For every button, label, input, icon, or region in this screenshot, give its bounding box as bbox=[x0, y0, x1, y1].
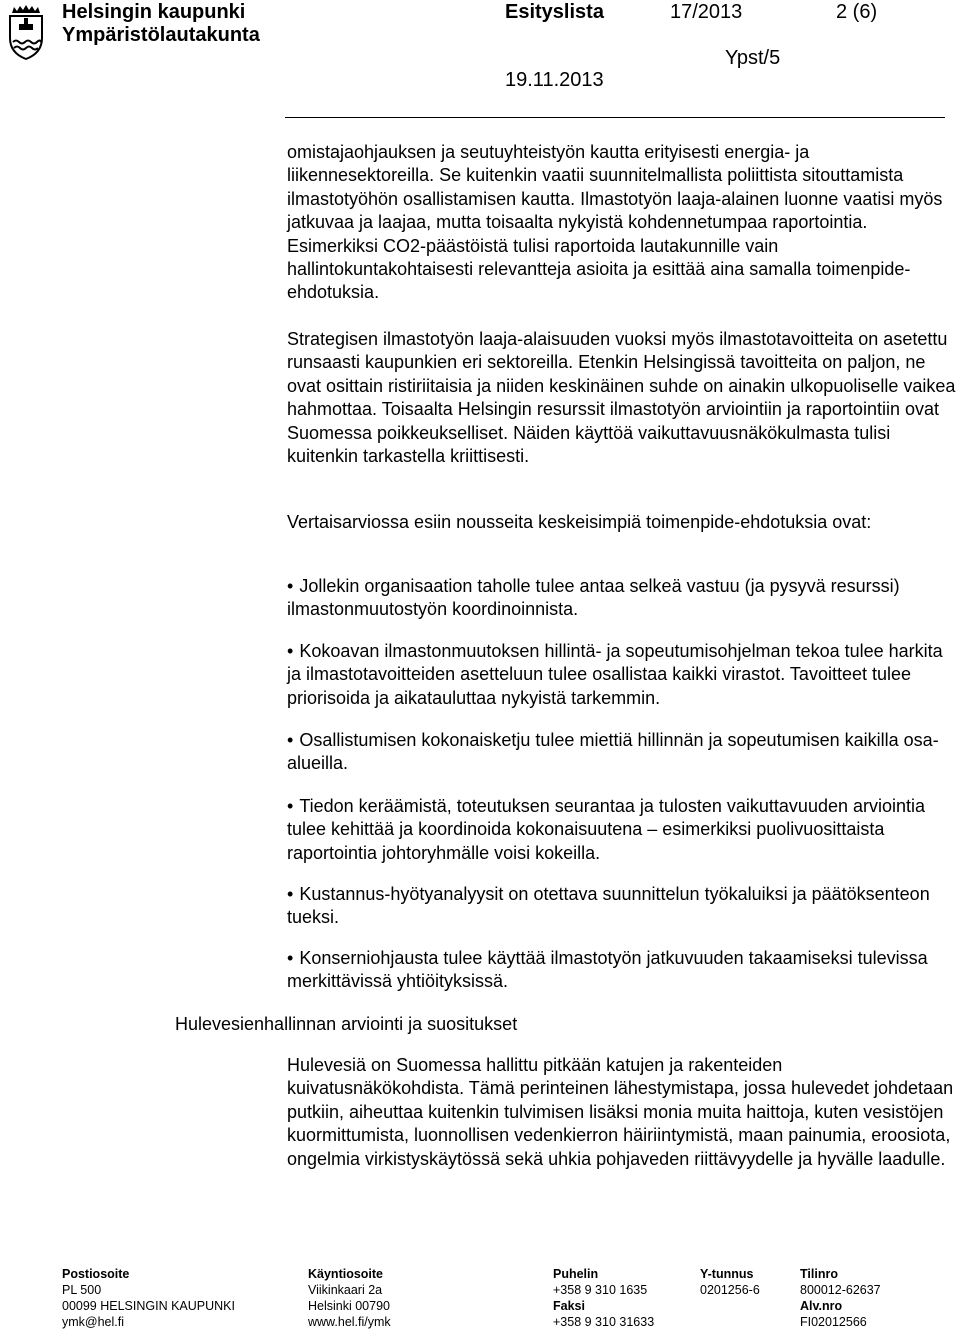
footer-vat-label: Alv.nro bbox=[800, 1299, 843, 1313]
header-item: Ypst/5 bbox=[725, 47, 781, 69]
bullet-icon: • bbox=[287, 730, 294, 750]
footer-fax-number: +358 9 310 31633 bbox=[553, 1315, 655, 1329]
section-heading: Hulevesienhallinnan arviointi ja suositukset bbox=[175, 1014, 518, 1034]
footer-visiting-label: Käyntiosoite bbox=[308, 1267, 384, 1281]
bullet-item bbox=[287, 640, 957, 710]
footer-email[interactable]: ymk@hel.fi bbox=[62, 1315, 125, 1329]
bullet-item bbox=[287, 795, 957, 865]
footer-postal-line: 00099 HELSINGIN KAUPUNKI bbox=[62, 1299, 235, 1313]
bullet-icon: • bbox=[287, 948, 294, 968]
footer-account-label: Tilinro bbox=[800, 1267, 838, 1281]
bullet-icon: • bbox=[287, 576, 294, 596]
header-date: 19.11.2013 bbox=[505, 69, 604, 91]
footer-website-link[interactable]: www.hel.fi/ymk bbox=[308, 1315, 391, 1329]
footer-postal-line: PL 500 bbox=[62, 1283, 102, 1297]
header-doc-type: Esityslista bbox=[505, 1, 604, 23]
paragraph-2-text: Strategisen ilmastotyön laaja-alaisuuden vuoksi myös ilmastotavoitteita on asetettu runsaasti kaupunkien eri sektoreilla. Etenkin Helsingissä tavoitteita on paljon, ne ovat osittain ristiriitaisia ja niiden keskinäinen suhde on ainakin ulkopuoliselle vaikea hahmottaa. Toisaalta Helsingin resurssit ilmastotyön arviointiin ja raportointiin ovat Suomessa poikkeukselliset. Näiden käyttöä vaikuttavuusnäkökulmasta tulisi kuitenkin tarkastella kriittisesti. bbox=[287, 329, 956, 467]
header-dept: Ympäristölautakunta bbox=[62, 24, 260, 46]
footer-phone-number: +358 9 310 1635 bbox=[553, 1283, 648, 1297]
bullet-text: Jollekin organisaation taholle tulee antaa selkeä vastuu (ja pysyvä resurssi) ilmastonmuutostyön koordinoinnista. bbox=[287, 576, 900, 620]
bullet-text: Osallistumisen kokonaisketju tulee miettiä hillinnän ja sopeutumisen kaikilla osa-alueilla. bbox=[287, 730, 939, 774]
footer-postal-address bbox=[62, 1266, 235, 1330]
helsinki-crest-logo bbox=[4, 2, 48, 60]
footer-phone bbox=[553, 1266, 654, 1330]
bullet-text: Tiedon keräämistä, toteutuksen seurantaa ja tulosten vaikuttavuuden arviointia tulee kehittää ja koordinoida kokonaisuutena – esimerkiksi puolivuosittaista raportointia johtoryhmälle voisi kokeilla. bbox=[287, 796, 926, 863]
footer-postal-label: Postiosoite bbox=[62, 1267, 130, 1281]
header-org: Helsingin kaupunki bbox=[62, 1, 246, 23]
footer-account bbox=[800, 1266, 881, 1330]
header-divider bbox=[285, 117, 945, 118]
footer-account-number: 800012-62637 bbox=[800, 1283, 881, 1297]
bullet-item bbox=[287, 575, 957, 622]
paragraph-4 bbox=[287, 1054, 957, 1171]
bullet-item bbox=[287, 947, 957, 994]
bullet-icon: • bbox=[287, 796, 294, 816]
paragraph-4-text: Hulevesiä on Suomessa hallittu pitkään katujen ja rakenteiden kuivatusnäkökohdista. Tämä perinteinen lähestymistapa, jossa hulevedet johdetaan putkiin, aiheuttaa kuitenkin tulvimisen lisäksi monia muita haittoja, kuten vesistöjen kuormittumista, luonnollisen vedenkierron häiriintymistä, maan painumia, eroosiota, ongelmia virkistyskäytössä sekä uhkia pohjaveden riittävyydelle ja hyvälle laadulle. bbox=[287, 1055, 954, 1169]
footer-visiting-line: Viikinkaari 2a bbox=[308, 1283, 383, 1297]
bullet-icon: • bbox=[287, 641, 294, 661]
paragraph-1 bbox=[287, 141, 957, 305]
bullet-text: Konserniohjausta tulee käyttää ilmastotyön jatkuvuuden takaamiseksi tulevissa merkittävissä yhtiöityksissä. bbox=[287, 948, 928, 992]
footer-visiting-address bbox=[308, 1266, 391, 1330]
bullet-item bbox=[287, 883, 957, 930]
paragraph-2 bbox=[287, 328, 957, 468]
footer-business-id-value: 0201256-6 bbox=[700, 1283, 760, 1297]
footer-vat-number: FI02012566 bbox=[800, 1315, 867, 1329]
paragraph-3 bbox=[287, 511, 957, 534]
footer-visiting-line: Helsinki 00790 bbox=[308, 1299, 390, 1313]
footer-business-id-label: Y-tunnus bbox=[700, 1267, 754, 1281]
bullet-text: Kokoavan ilmastonmuutoksen hillintä- ja sopeutumisohjelman tekoa tulee harkita ja ilmastotavoitteiden asetteluun tulee osallistaa kaikki virastot. Tavoitteet tulee priorisoida ja aikatauluttaa nykyistä tarkemmin. bbox=[287, 641, 943, 708]
footer-fax-label: Faksi bbox=[553, 1299, 585, 1313]
bullet-item bbox=[287, 729, 957, 776]
footer-business-id bbox=[700, 1266, 760, 1298]
header-page-number: 2 (6) bbox=[836, 1, 878, 23]
bullet-icon: • bbox=[287, 884, 294, 904]
paragraph-1-text: omistajaohjauksen ja seutuyhteistyön kautta erityisesti energia- ja liikennesektoreilla. Se kuitenkin vaatii suunnitelmallista poliittista sitouttamista ilmastotyöhön osallistamisen kautta. Ilmastotyön laaja-alainen luonne vaatisi myös jatkuvaa ja laajaa, mutta toisaalta nykyistä kohdennetumpaa raportointia. Esimerkiksi CO2-päästöistä tulisi raportoida lautakunnille vain hallintokuntakohtaisesti relevantteja asioita ja esittää aina samalla toimenpide-ehdotuksia. bbox=[287, 142, 943, 303]
header-doc-number: 17/2013 bbox=[670, 1, 743, 23]
footer-phone-label: Puhelin bbox=[553, 1267, 599, 1281]
paragraph-3-text: Vertaisarviossa esiin nousseita keskeisimpiä toimenpide-ehdotuksia ovat: bbox=[287, 512, 872, 532]
bullet-text: Kustannus-hyötyanalyysit on otettava suunnittelun työkaluiksi ja päätöksenteon tueksi. bbox=[287, 884, 930, 928]
